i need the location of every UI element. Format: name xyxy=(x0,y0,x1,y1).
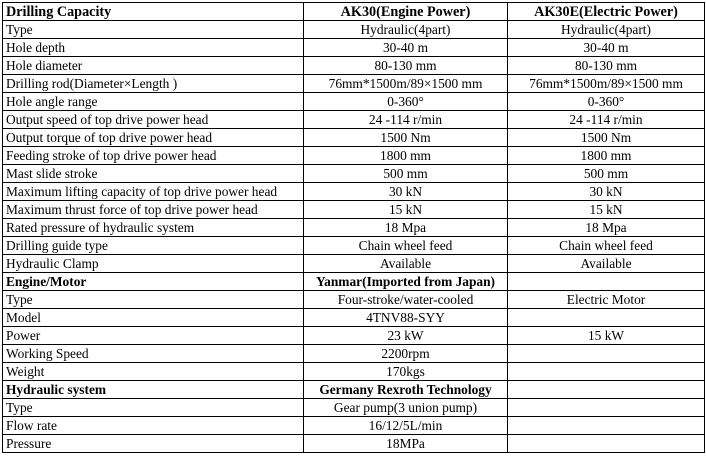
row-value-ak30e xyxy=(508,309,705,327)
row-value-ak30: 24 -114 r/min xyxy=(304,111,508,129)
row-label: Pressure xyxy=(3,435,304,453)
row-label: Output torque of top drive power head xyxy=(3,129,304,147)
engine-section-heading: Engine/Motor xyxy=(3,273,304,291)
row-value-ak30e xyxy=(508,417,705,435)
table-row xyxy=(3,363,705,381)
engine-section-empty-cell xyxy=(508,273,705,291)
hydraulic-section-value: Germany Rexroth Technology xyxy=(304,381,508,399)
row-value-ak30e xyxy=(508,399,705,417)
row-label: Type xyxy=(3,291,304,309)
row-value-ak30: 76mm*1500m/89×1500 mm xyxy=(304,75,508,93)
row-value-ak30e xyxy=(508,363,705,381)
ak30e-column-heading: AK30E(Electric Power) xyxy=(508,3,705,21)
table-row xyxy=(3,327,705,345)
row-label: Mast slide stroke xyxy=(3,165,304,183)
table-row xyxy=(3,435,705,453)
row-value-ak30: Chain wheel feed xyxy=(304,237,508,255)
table-row xyxy=(3,291,705,309)
row-value-ak30: 18 Mpa xyxy=(304,219,508,237)
row-value-ak30: 23 kW xyxy=(304,327,508,345)
row-label: Maximum lifting capacity of top drive power head xyxy=(3,183,304,201)
row-value-ak30: 15 kN xyxy=(304,201,508,219)
table-row xyxy=(3,399,705,417)
row-value-ak30: 30 kN xyxy=(304,183,508,201)
table-row xyxy=(3,201,705,219)
row-value-ak30e: 80-130 mm xyxy=(508,57,705,75)
row-label: Power xyxy=(3,327,304,345)
row-label: Maximum thrust force of top drive power head xyxy=(3,201,304,219)
row-value-ak30e: 1500 Nm xyxy=(508,129,705,147)
table-row xyxy=(3,237,705,255)
row-value-ak30e xyxy=(508,345,705,363)
row-label: Type xyxy=(3,21,304,39)
row-value-ak30: 2200rpm xyxy=(304,345,508,363)
hydraulic-rows xyxy=(3,399,705,453)
row-label: Hydraulic Clamp xyxy=(3,255,304,273)
row-label: Hole angle range xyxy=(3,93,304,111)
hydraulic-section-heading: Hydraulic system xyxy=(3,381,304,399)
row-value-ak30: 170kgs xyxy=(304,363,508,381)
ak30-column-heading: AK30(Engine Power) xyxy=(304,3,508,21)
table-row xyxy=(3,111,705,129)
row-value-ak30e: 24 -114 r/min xyxy=(508,111,705,129)
row-label: Drilling rod(Diameter×Length ) xyxy=(3,75,304,93)
table-row xyxy=(3,57,705,75)
row-label: Flow rate xyxy=(3,417,304,435)
drilling-rows xyxy=(3,21,705,273)
table-row xyxy=(3,309,705,327)
row-value-ak30e xyxy=(508,435,705,453)
row-label: Model xyxy=(3,309,304,327)
row-label: Output speed of top drive power head xyxy=(3,111,304,129)
row-value-ak30e: Chain wheel feed xyxy=(508,237,705,255)
table-row xyxy=(3,345,705,363)
row-value-ak30: Hydraulic(4part) xyxy=(304,21,508,39)
table-row xyxy=(3,219,705,237)
row-value-ak30: Gear pump(3 union pump) xyxy=(304,399,508,417)
hydraulic-section-row xyxy=(3,381,705,399)
table-row xyxy=(3,183,705,201)
row-label: Weight xyxy=(3,363,304,381)
table-row xyxy=(3,147,705,165)
table-row xyxy=(3,93,705,111)
row-value-ak30e: 1800 mm xyxy=(508,147,705,165)
table-row xyxy=(3,255,705,273)
row-value-ak30: 80-130 mm xyxy=(304,57,508,75)
row-value-ak30: Four-stroke/water-cooled xyxy=(304,291,508,309)
row-value-ak30e: 15 kN xyxy=(508,201,705,219)
row-value-ak30e: 30-40 m xyxy=(508,39,705,57)
row-value-ak30e: 15 kW xyxy=(508,327,705,345)
row-label: Type xyxy=(3,399,304,417)
table-row xyxy=(3,21,705,39)
engine-section-value: Yanmar(Imported from Japan) xyxy=(304,273,508,291)
table-row xyxy=(3,129,705,147)
row-value-ak30: 0-360° xyxy=(304,93,508,111)
row-value-ak30e: 0-360° xyxy=(508,93,705,111)
row-value-ak30: 30-40 m xyxy=(304,39,508,57)
row-label: Rated pressure of hydraulic system xyxy=(3,219,304,237)
row-value-ak30: 1800 mm xyxy=(304,147,508,165)
row-label: Drilling guide type xyxy=(3,237,304,255)
table-row xyxy=(3,165,705,183)
drilling-spec-table xyxy=(2,2,705,453)
engine-section-row xyxy=(3,273,705,291)
row-value-ak30e: 18 Mpa xyxy=(508,219,705,237)
row-label: Hole depth xyxy=(3,39,304,57)
row-value-ak30: 4TNV88-SYY xyxy=(304,309,508,327)
row-label: Working Speed xyxy=(3,345,304,363)
row-value-ak30e: 500 mm xyxy=(508,165,705,183)
row-value-ak30e: 30 kN xyxy=(508,183,705,201)
row-value-ak30: 18MPa xyxy=(304,435,508,453)
table-row xyxy=(3,417,705,435)
row-label: Hole diameter xyxy=(3,57,304,75)
table-row xyxy=(3,75,705,93)
table-header-row xyxy=(3,3,705,21)
row-label: Feeding stroke of top drive power head xyxy=(3,147,304,165)
engine-rows xyxy=(3,291,705,381)
row-value-ak30e: Hydraulic(4part) xyxy=(508,21,705,39)
hydraulic-section-empty-cell xyxy=(508,381,705,399)
row-value-ak30e: Electric Motor xyxy=(508,291,705,309)
row-value-ak30: 500 mm xyxy=(304,165,508,183)
row-value-ak30: Available xyxy=(304,255,508,273)
drilling-capacity-heading: Drilling Capacity xyxy=(3,3,304,21)
row-value-ak30: 1500 Nm xyxy=(304,129,508,147)
table-row xyxy=(3,39,705,57)
row-value-ak30e: 76mm*1500m/89×1500 mm xyxy=(508,75,705,93)
row-value-ak30e: Available xyxy=(508,255,705,273)
row-value-ak30: 16/12/5L/min xyxy=(304,417,508,435)
